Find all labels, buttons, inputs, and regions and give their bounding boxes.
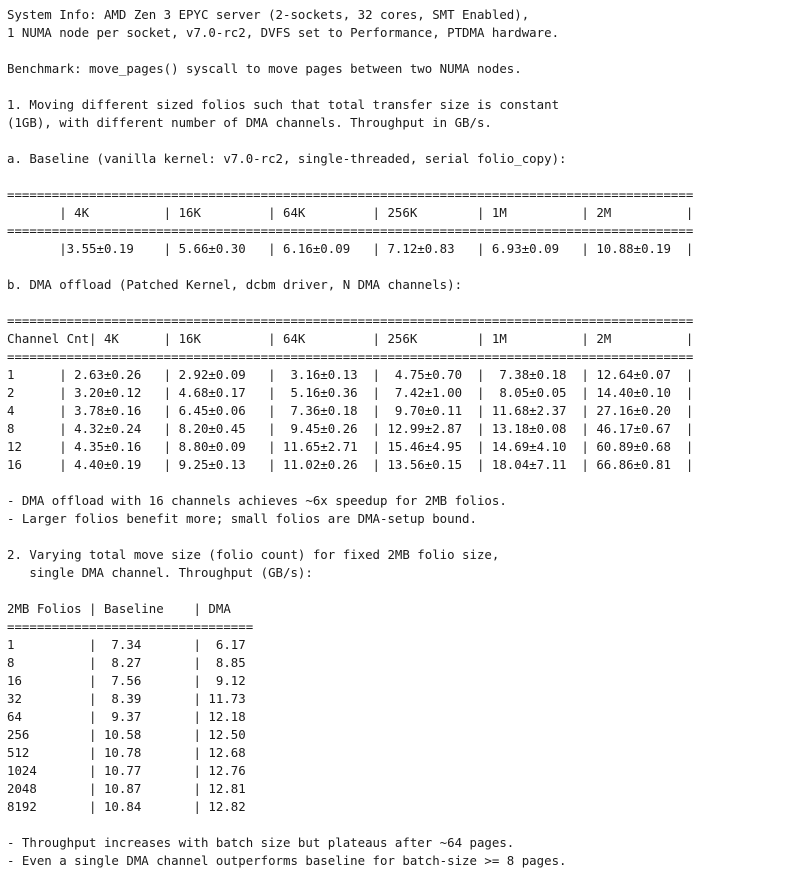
table-header-row: | 4K | 16K | 64K | 256K | 1M | 2M | — [7, 205, 694, 220]
table-row: 8 | 8.27 | 8.85 — [7, 655, 246, 670]
table-row: 8 | 4.32±0.24 | 8.20±0.45 | 9.45±0.26 | 12.99±2.87 | 13.18±0.08 | 46.17±0.67 | — [7, 421, 694, 436]
table-row: 4 | 3.78±0.16 | 6.45±0.06 | 7.36±0.18 | 9.70±0.11 | 11.68±2.37 | 27.16±0.20 | — [7, 403, 694, 418]
table-row: 32 | 8.39 | 11.73 — [7, 691, 246, 706]
text-line: - Larger folios benefit more; small folios are DMA-setup bound. — [7, 511, 477, 526]
table-separator: ============================================================================================ — [7, 349, 694, 364]
table-row: 16 | 4.40±0.19 | 9.25±0.13 | 11.02±0.26 | 13.56±0.15 | 18.04±7.11 | 66.86±0.81 | — [7, 457, 694, 472]
text-line: - Throughput increases with batch size but plateaus after ~64 pages. — [7, 835, 515, 850]
text-line: - Even a single DMA channel outperforms baseline for batch-size >= 8 pages. — [7, 853, 567, 868]
blank-line — [7, 132, 693, 150]
blank-line — [7, 294, 693, 312]
table-separator: ============================================================================================ — [7, 187, 694, 202]
text-line: a. Baseline (vanilla kernel: v7.0-rc2, single-threaded, serial folio_copy): — [7, 151, 567, 166]
table-row: 64 | 9.37 | 12.18 — [7, 709, 246, 724]
table-row: 2048 | 10.87 | 12.81 — [7, 781, 246, 796]
text-line: (1GB), with different number of DMA channels. Throughput in GB/s. — [7, 115, 492, 130]
benchmark-report-text — [7, 6, 693, 870]
table-row: 1 | 2.63±0.26 | 2.92±0.09 | 3.16±0.13 | 4.75±0.70 | 7.38±0.18 | 12.64±0.07 | — [7, 367, 694, 382]
table-row: 16 | 7.56 | 9.12 — [7, 673, 246, 688]
table-header-row: Channel Cnt| 4K | 16K | 64K | 256K | 1M | 2M | — [7, 331, 694, 346]
blank-line — [7, 168, 693, 186]
text-line: 1. Moving different sized folios such that total transfer size is constant — [7, 97, 560, 112]
table-separator: ============================================================================================ — [7, 313, 694, 328]
blank-line — [7, 528, 693, 546]
blank-line — [7, 582, 693, 600]
text-line: Benchmark: move_pages() syscall to move pages between two NUMA nodes. — [7, 61, 522, 76]
text-line: 2. Varying total move size (folio count) for fixed 2MB folio size, — [7, 547, 500, 562]
table-row: 1024 | 10.77 | 12.76 — [7, 763, 246, 778]
blank-line — [7, 78, 693, 96]
table-header-row: 2MB Folios | Baseline | DMA — [7, 601, 231, 616]
table-row: 8192 | 10.84 | 12.82 — [7, 799, 246, 814]
table-row: 1 | 7.34 | 6.17 — [7, 637, 246, 652]
text-line: - DMA offload with 16 channels achieves ~6x speedup for 2MB folios. — [7, 493, 507, 508]
blank-line — [7, 816, 693, 834]
text-line: b. DMA offload (Patched Kernel, dcbm driver, N DMA channels): — [7, 277, 463, 292]
blank-line — [7, 42, 693, 60]
text-line: System Info: AMD Zen 3 EPYC server (2-sockets, 32 cores, SMT Enabled), — [7, 7, 530, 22]
table-separator: ================================= — [7, 619, 254, 634]
table-row: 256 | 10.58 | 12.50 — [7, 727, 246, 742]
text-line: single DMA channel. Throughput (GB/s): — [7, 565, 313, 580]
table-separator: ============================================================================================ — [7, 223, 694, 238]
table-row: 2 | 3.20±0.12 | 4.68±0.17 | 5.16±0.36 | 7.42±1.00 | 8.05±0.05 | 14.40±0.10 | — [7, 385, 694, 400]
blank-line — [7, 474, 693, 492]
table-row: 512 | 10.78 | 12.68 — [7, 745, 246, 760]
table-row: |3.55±0.19 | 5.66±0.30 | 6.16±0.09 | 7.12±0.83 | 6.93±0.09 | 10.88±0.19 | — [7, 241, 694, 256]
text-line: 1 NUMA node per socket, v7.0-rc2, DVFS set to Performance, PTDMA hardware. — [7, 25, 560, 40]
table-row: 12 | 4.35±0.16 | 8.80±0.09 | 11.65±2.71 | 15.46±4.95 | 14.69±4.10 | 60.89±0.68 | — [7, 439, 694, 454]
blank-line — [7, 258, 693, 276]
